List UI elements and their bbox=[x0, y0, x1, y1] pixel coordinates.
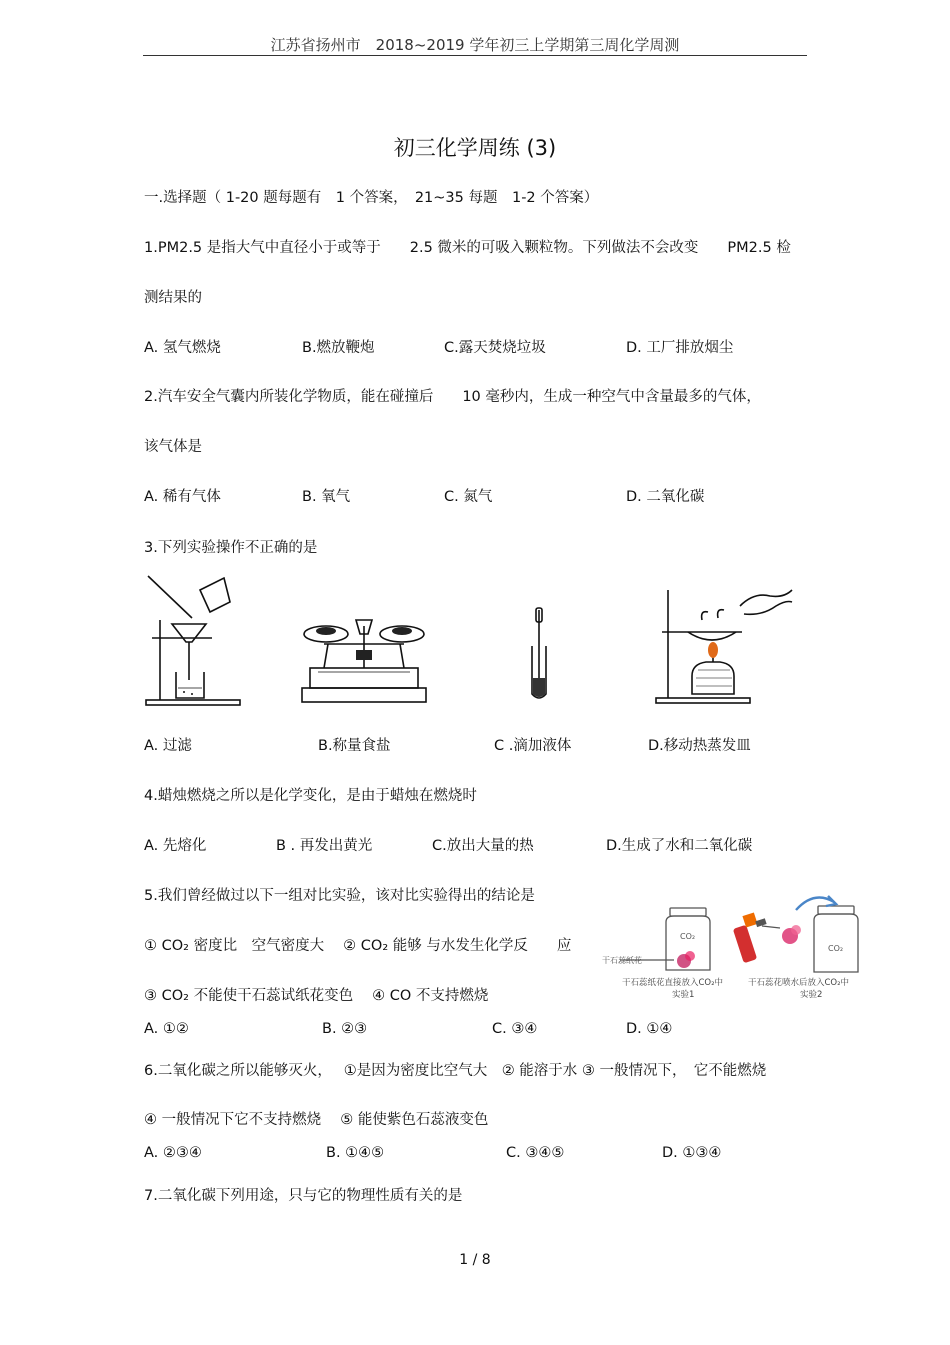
q1-stem-line2: 测结果的 bbox=[144, 290, 202, 306]
q5-option-c: C. ③④ bbox=[492, 1021, 538, 1037]
q3-option-b: B.称量食盐 bbox=[318, 738, 391, 754]
q2-option-a: A. 稀有气体 bbox=[144, 489, 221, 505]
header-rule bbox=[143, 55, 807, 56]
q2-option-c: C. 氮气 bbox=[444, 489, 493, 505]
q5-statement-line2: ③ CO₂ 不能使干石蕊试纸花变色 ④ CO 不支持燃烧 bbox=[144, 988, 489, 1004]
q1-option-d: D. 工厂排放烟尘 bbox=[626, 340, 734, 356]
q7-stem: 7.二氧化碳下列用途，只与它的物理性质有关的是 bbox=[144, 1188, 463, 1204]
caption1-line1: 干石蕊纸花直接放入CO₂中 bbox=[622, 978, 724, 988]
section-heading: 一.选择题（ 1-20 题每题有 1 个答案， 21~35 每题 1-2 个答案） bbox=[144, 190, 599, 206]
q1-option-a: A. 氢气燃烧 bbox=[144, 340, 221, 356]
q6-option-c: C. ③④⑤ bbox=[506, 1145, 565, 1161]
q5-option-a: A. ①② bbox=[144, 1021, 189, 1037]
q6-option-d: D. ①③④ bbox=[662, 1145, 722, 1161]
q1-option-c: C.露天焚烧垃圾 bbox=[444, 340, 546, 356]
balance-figure bbox=[296, 604, 432, 708]
caption1-line2: 实验1 bbox=[672, 990, 695, 1000]
filtration-figure bbox=[140, 572, 250, 708]
q4-stem: 4.蜡烛燃烧之所以是化学变化，是由于蜡烛在燃烧时 bbox=[144, 788, 477, 804]
page-header: 江苏省扬州市 2018~2019 学年初三上学期第三周化学周测 bbox=[270, 36, 680, 54]
q6-option-a: A. ②③④ bbox=[144, 1145, 202, 1161]
q6-stem-line1: 6.二氧化碳之所以能够灭火， ①是因为密度比空气大 ② 能溶于水 ③ 一般情况下， 它不能燃烧 bbox=[144, 1063, 767, 1079]
dropper-figure bbox=[524, 606, 554, 702]
q4-option-a: A. 先熔化 bbox=[144, 838, 207, 854]
jar2-label: CO₂ bbox=[828, 944, 844, 953]
jar1-label: CO₂ bbox=[680, 932, 696, 941]
q2-option-d: D. 二氧化碳 bbox=[626, 489, 705, 505]
q5-option-b: B. ②③ bbox=[322, 1021, 368, 1037]
q3-option-a: A. 过滤 bbox=[144, 738, 192, 754]
q6-option-b: B. ①④⑤ bbox=[326, 1145, 385, 1161]
q2-stem-line1: 2.汽车安全气囊内所装化学物质，能在碰撞后 10 毫秒内，生成一种空气中含量最多的气体， bbox=[144, 389, 761, 405]
q1-option-b: B.燃放鞭炮 bbox=[302, 340, 375, 356]
q4-option-b: B . 再发出黄光 bbox=[276, 838, 373, 854]
q3-option-d: D.移动热蒸发皿 bbox=[648, 738, 751, 754]
co2-experiment-figure bbox=[600, 886, 870, 1002]
q6-stem-line2: ④ 一般情况下它不支持燃烧 ⑤ 能使紫色石蕊液变色 bbox=[144, 1112, 489, 1128]
q5-option-d: D. ①④ bbox=[626, 1021, 673, 1037]
page-title: 初三化学周练 (3) bbox=[393, 136, 557, 160]
q3-option-c: C .滴加液体 bbox=[494, 738, 572, 754]
q5-stem: 5.我们曾经做过以下一组对比实验，该对比实验得出的结论是 bbox=[144, 888, 535, 904]
caption2-line2: 实验2 bbox=[800, 990, 823, 1000]
q3-stem: 3.下列实验操作不正确的是 bbox=[144, 540, 318, 556]
flower-label: 干石蕊纸花 bbox=[602, 956, 642, 965]
q2-stem-line2: 该气体是 bbox=[144, 439, 202, 455]
q4-option-d: D.生成了水和二氧化碳 bbox=[606, 838, 753, 854]
evaporating-dish-figure bbox=[652, 586, 798, 706]
caption2-line1: 干石蕊花喷水后放入CO₂中 bbox=[748, 978, 850, 988]
page-number: 1 / 8 bbox=[459, 1252, 491, 1268]
q4-option-c: C.放出大量的热 bbox=[432, 838, 534, 854]
q2-option-b: B. 氧气 bbox=[302, 489, 351, 505]
q5-statement-line1: ① CO₂ 密度比 空气密度大 ② CO₂ 能够 与水发生化学反 应 bbox=[144, 938, 572, 954]
q1-stem-line1: 1.PM2.5 是指大气中直径小于或等于 2.5 微米的可吸入颗粒物。下列做法不会改变 PM2.5 检 bbox=[144, 240, 791, 256]
